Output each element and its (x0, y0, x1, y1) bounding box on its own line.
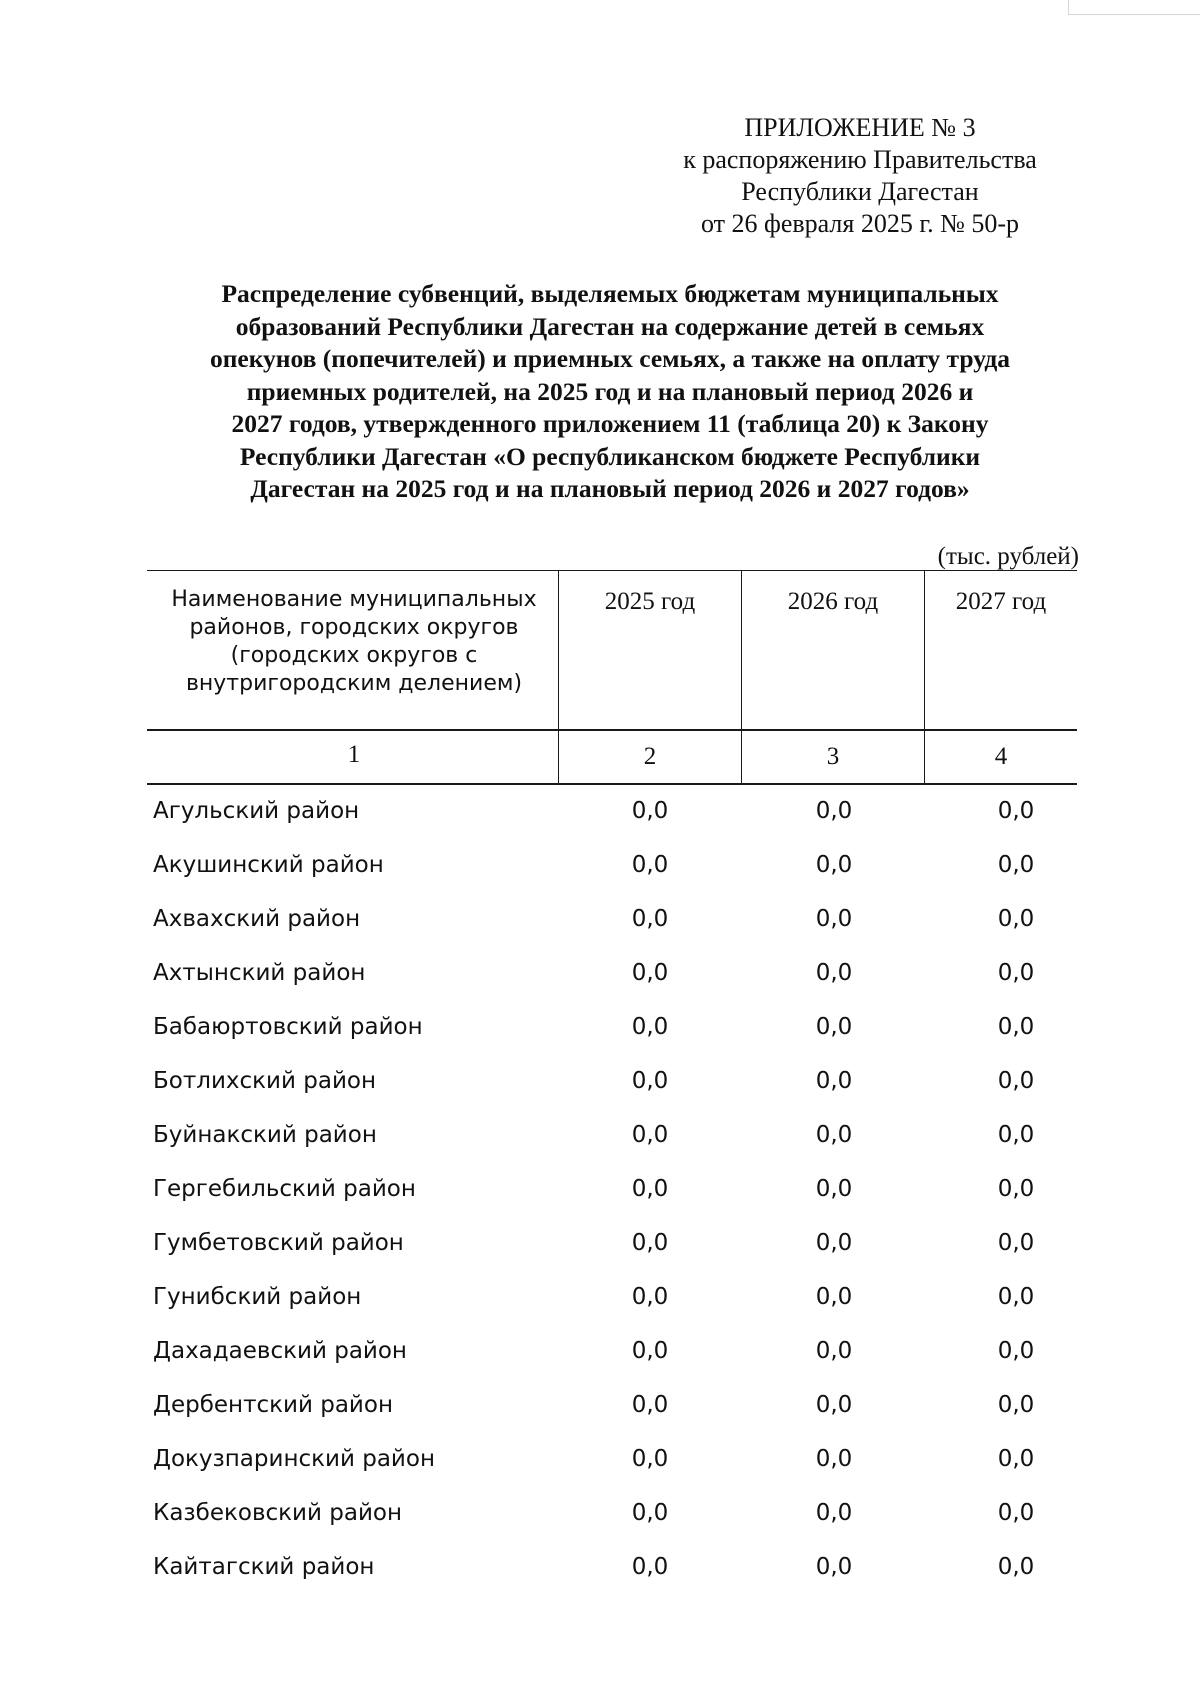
value-2027: 0,0 (997, 1014, 1035, 1040)
table-row (0, 1550, 1200, 1604)
value-2025: 0,0 (631, 1338, 669, 1364)
title-line: приемных родителей, на 2025 год и на плановый период 2026 и (246, 376, 974, 406)
document-title (140, 278, 1080, 506)
header-bottom-rule (147, 729, 1077, 731)
appendix-date: от 26 февраля 2025 г. № 50-р (700, 209, 1020, 238)
district-name: Ахтынский район (153, 960, 366, 986)
header-2026: 2026 год (787, 588, 879, 615)
value-2026: 0,0 (815, 798, 853, 824)
value-2027: 0,0 (997, 1284, 1035, 1310)
value-2027: 0,0 (997, 1338, 1035, 1364)
district-name: Казбековский район (153, 1500, 403, 1526)
table-row (0, 1334, 1200, 1388)
value-2025: 0,0 (631, 1068, 669, 1094)
value-2027: 0,0 (997, 960, 1035, 986)
value-2027: 0,0 (997, 1230, 1035, 1256)
table-row (0, 794, 1200, 848)
table-row (0, 1172, 1200, 1226)
value-2025: 0,0 (631, 1284, 669, 1310)
district-name: Ахвахский район (153, 906, 361, 932)
column-number: 1 (347, 741, 361, 768)
value-2027: 0,0 (997, 852, 1035, 878)
value-2025: 0,0 (631, 1176, 669, 1202)
title-line: опекунов (попечителей) и приемных семьях, а также на оплату труда (209, 344, 1011, 373)
district-name: Гунибский район (153, 1284, 362, 1310)
appendix-block (640, 112, 1080, 240)
value-2025: 0,0 (631, 960, 669, 986)
table-row (0, 956, 1200, 1010)
table-row (0, 1388, 1200, 1442)
column-number: 2 (643, 743, 657, 770)
district-name: Гумбетовский район (153, 1230, 404, 1256)
value-2026: 0,0 (815, 906, 853, 932)
value-2025: 0,0 (631, 1230, 669, 1256)
value-2027: 0,0 (997, 1068, 1035, 1094)
value-2027: 0,0 (997, 1392, 1035, 1418)
units-label: (тыс. рублей) (937, 543, 1079, 570)
header-2027: 2027 год (955, 588, 1047, 615)
table-row (0, 1496, 1200, 1550)
header-2025: 2025 год (604, 588, 696, 615)
value-2026: 0,0 (815, 852, 853, 878)
district-name: Дахадаевский район (153, 1338, 407, 1364)
value-2027: 0,0 (997, 1176, 1035, 1202)
value-2026: 0,0 (815, 1500, 853, 1526)
district-name: Бабаюртовский район (153, 1014, 423, 1040)
header-name-line: внутригородским делением) (185, 671, 523, 696)
scan-corner-mark (1068, 0, 1200, 15)
value-2026: 0,0 (815, 1554, 853, 1580)
colnum-bottom-rule (147, 783, 1077, 785)
district-name: Дербентский район (153, 1392, 393, 1418)
district-name: Гергебильский район (153, 1176, 416, 1202)
column-number: 3 (826, 743, 840, 770)
value-2027: 0,0 (997, 1500, 1035, 1526)
district-name: Акушинский район (153, 852, 384, 878)
column-number: 4 (994, 743, 1008, 770)
value-2027: 0,0 (997, 1554, 1035, 1580)
value-2027: 0,0 (997, 1122, 1035, 1148)
value-2025: 0,0 (631, 1014, 669, 1040)
scan-corner-mark-edge (1068, 0, 1069, 14)
table-top-rule (147, 570, 1077, 571)
title-line: Республики Дагестан «О республиканском бюджете Республики (239, 441, 981, 471)
header-name-line: Наименование муниципальных (171, 587, 537, 612)
value-2025: 0,0 (631, 906, 669, 932)
header-name-line: (городских округов с (230, 643, 478, 668)
district-name: Агульский район (153, 798, 360, 824)
title-line: 2027 годов, утвержденного приложением 11 (таблица 20) к Закону (231, 409, 989, 438)
table-row (0, 902, 1200, 956)
table-row (0, 1442, 1200, 1496)
value-2026: 0,0 (815, 1176, 853, 1202)
value-2027: 0,0 (997, 1446, 1035, 1472)
title-line: Дагестан на 2025 год и на плановый период 2026 и 2027 годов» (250, 474, 970, 503)
value-2026: 0,0 (815, 1284, 853, 1310)
table-row (0, 848, 1200, 902)
district-name: Ботлихский район (153, 1068, 377, 1094)
district-name: Докузпаринский район (153, 1446, 435, 1472)
appendix-number: ПРИЛОЖЕНИЕ № 3 (744, 113, 976, 142)
table-row (0, 1064, 1200, 1118)
table-row (0, 1010, 1200, 1064)
value-2025: 0,0 (631, 1122, 669, 1148)
appendix-government: Республики Дагестан (741, 177, 979, 206)
district-name: Кайтагский район (153, 1554, 375, 1580)
value-2026: 0,0 (815, 1230, 853, 1256)
district-name: Буйнакский район (153, 1122, 377, 1148)
value-2026: 0,0 (815, 960, 853, 986)
value-2026: 0,0 (815, 1122, 853, 1148)
table-row (0, 1118, 1200, 1172)
appendix-reference: к распоряжению Правительства (683, 145, 1037, 174)
value-2025: 0,0 (631, 852, 669, 878)
value-2026: 0,0 (815, 1392, 853, 1418)
header-name-line: районов, городских округов (189, 615, 519, 640)
table-row (0, 1226, 1200, 1280)
value-2026: 0,0 (815, 1338, 853, 1364)
title-line: образований Республики Дагестан на содержание детей в семьях (235, 311, 985, 341)
value-2025: 0,0 (631, 1554, 669, 1580)
value-2025: 0,0 (631, 798, 669, 824)
value-2025: 0,0 (631, 1446, 669, 1472)
value-2026: 0,0 (815, 1446, 853, 1472)
value-2027: 0,0 (997, 798, 1035, 824)
value-2026: 0,0 (815, 1068, 853, 1094)
table-row (0, 1280, 1200, 1334)
value-2027: 0,0 (997, 906, 1035, 932)
value-2025: 0,0 (631, 1392, 669, 1418)
value-2026: 0,0 (815, 1014, 853, 1040)
header-name-column (150, 586, 558, 698)
title-line: Распределение субвенций, выделяемых бюджетам муниципальных (221, 279, 999, 308)
value-2025: 0,0 (631, 1500, 669, 1526)
